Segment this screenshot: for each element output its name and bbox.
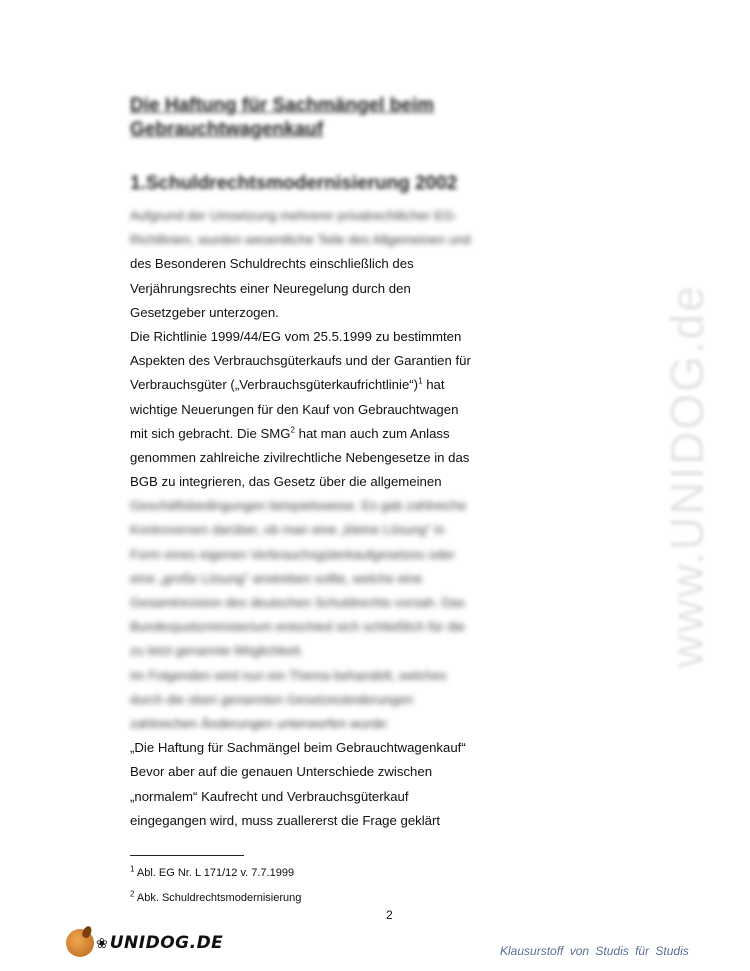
text-line: eingegangen wird, muss zuallererst die Frage geklärt bbox=[130, 812, 441, 828]
footnote-divider bbox=[130, 855, 244, 856]
text-span: hat man auch zum Anlass bbox=[294, 425, 450, 441]
paw-icon: ❀ bbox=[96, 934, 108, 951]
text-line: Geschäftsbedingungen beispielsweise. Es gab zahlreiche bbox=[130, 498, 467, 514]
text-line-footnote-1 bbox=[130, 373, 500, 397]
text-line: „Die Haftung für Sachmängel beim Gebrauchtwagenkauf“ bbox=[130, 740, 466, 756]
text-line: BGB zu integrieren, das Gesetz über die allgemeinen bbox=[130, 474, 442, 490]
text-line: Aspekten des Verbrauchsgüterkaufs und der Garantien für bbox=[130, 353, 471, 369]
text-line: zu letzt genannte Möglichkeit. bbox=[130, 643, 304, 659]
text-line: Richtlinien, wurden wesentliche Teile des Allgemeinen und bbox=[130, 232, 471, 248]
body-paragraphs bbox=[130, 204, 500, 833]
text-line: Bundesjustizministerium entschied sich schließlich für die bbox=[130, 619, 465, 635]
text-line: genommen zahlreiche zivilrechtliche Nebengesetze in das bbox=[130, 449, 470, 465]
text-span: mit sich gebracht. Die SMG bbox=[130, 425, 291, 441]
footnote-marker-1: 1 bbox=[418, 376, 423, 386]
footer-slogan: Klausurstoff von Studis für Studis bbox=[500, 944, 689, 958]
footnote-text: Abk. Schuldrechtsmodernisierung bbox=[134, 892, 302, 904]
text-line-footnote-2 bbox=[130, 422, 500, 446]
text-line: Gesamtrevision des deutschen Schuldrechts vorsah. Das bbox=[130, 595, 465, 610]
text-line: Im Folgenden wird nun ein Thema behandelt, welches bbox=[130, 667, 447, 683]
logo-text: UNIDOG.DE bbox=[109, 933, 224, 953]
footnote-text: Abl. EG Nr. L 171/12 v. 7.7.1999 bbox=[134, 867, 295, 879]
text-line: durch die oben genannten Gesetzesänderungen bbox=[130, 691, 414, 707]
footnote-1 bbox=[130, 866, 294, 880]
text-span: hat bbox=[422, 377, 445, 393]
text-line: Form eines eigenen Verbrauchsgüterkaufgesetzes oder bbox=[130, 546, 455, 562]
text-line: „normalem“ Kaufrecht und Verbrauchsgüterkauf bbox=[130, 788, 409, 804]
text-line: wichtige Neuerungen für den Kauf von Gebrauchtwagen bbox=[130, 401, 459, 417]
document-title: Die Haftung für Sachmängel beim Gebrauchtwagenkauf bbox=[130, 95, 435, 140]
text-line: eine „große Lösung“ anstreben sollte, welche eine bbox=[130, 570, 423, 586]
text-line: Verjährungsrechts einer Neuregelung durch den bbox=[130, 280, 411, 296]
text-line: Bevor aber auf die genauen Unterschiede zwischen bbox=[130, 764, 433, 780]
text-line: Aufgrund der Umsetzung mehrerer privatrechtlicher EG- bbox=[130, 208, 458, 223]
section-heading: 1.Schuldrechtsmodernisierung 2002 bbox=[130, 173, 458, 194]
text-line: zahlreichen Änderungen unterworfen wurde: bbox=[130, 715, 390, 731]
footnote-2 bbox=[130, 891, 301, 905]
text-line: Kontroversen darüber, ob man eine „kleine Lösung“ in bbox=[130, 522, 445, 538]
unidog-logo bbox=[66, 928, 223, 958]
page-number: 2 bbox=[386, 908, 393, 922]
footnote-number: 2 bbox=[130, 889, 135, 899]
text-span: Verbrauchsgüter („Verbrauchsgüterkaufrichtlinie“) bbox=[130, 377, 419, 393]
dog-mascot-icon bbox=[66, 929, 94, 957]
text-line: des Besonderen Schuldrechts einschließlich des bbox=[130, 256, 414, 272]
footnote-marker-2: 2 bbox=[290, 425, 295, 435]
watermark: www.UNIDOG.de bbox=[661, 284, 713, 668]
text-line: Die Richtlinie 1999/44/EG vom 25.5.1999 zu bestimmten bbox=[130, 328, 462, 344]
text-line: Gesetzgeber unterzogen. bbox=[130, 304, 279, 320]
footnote-number: 1 bbox=[130, 864, 135, 874]
